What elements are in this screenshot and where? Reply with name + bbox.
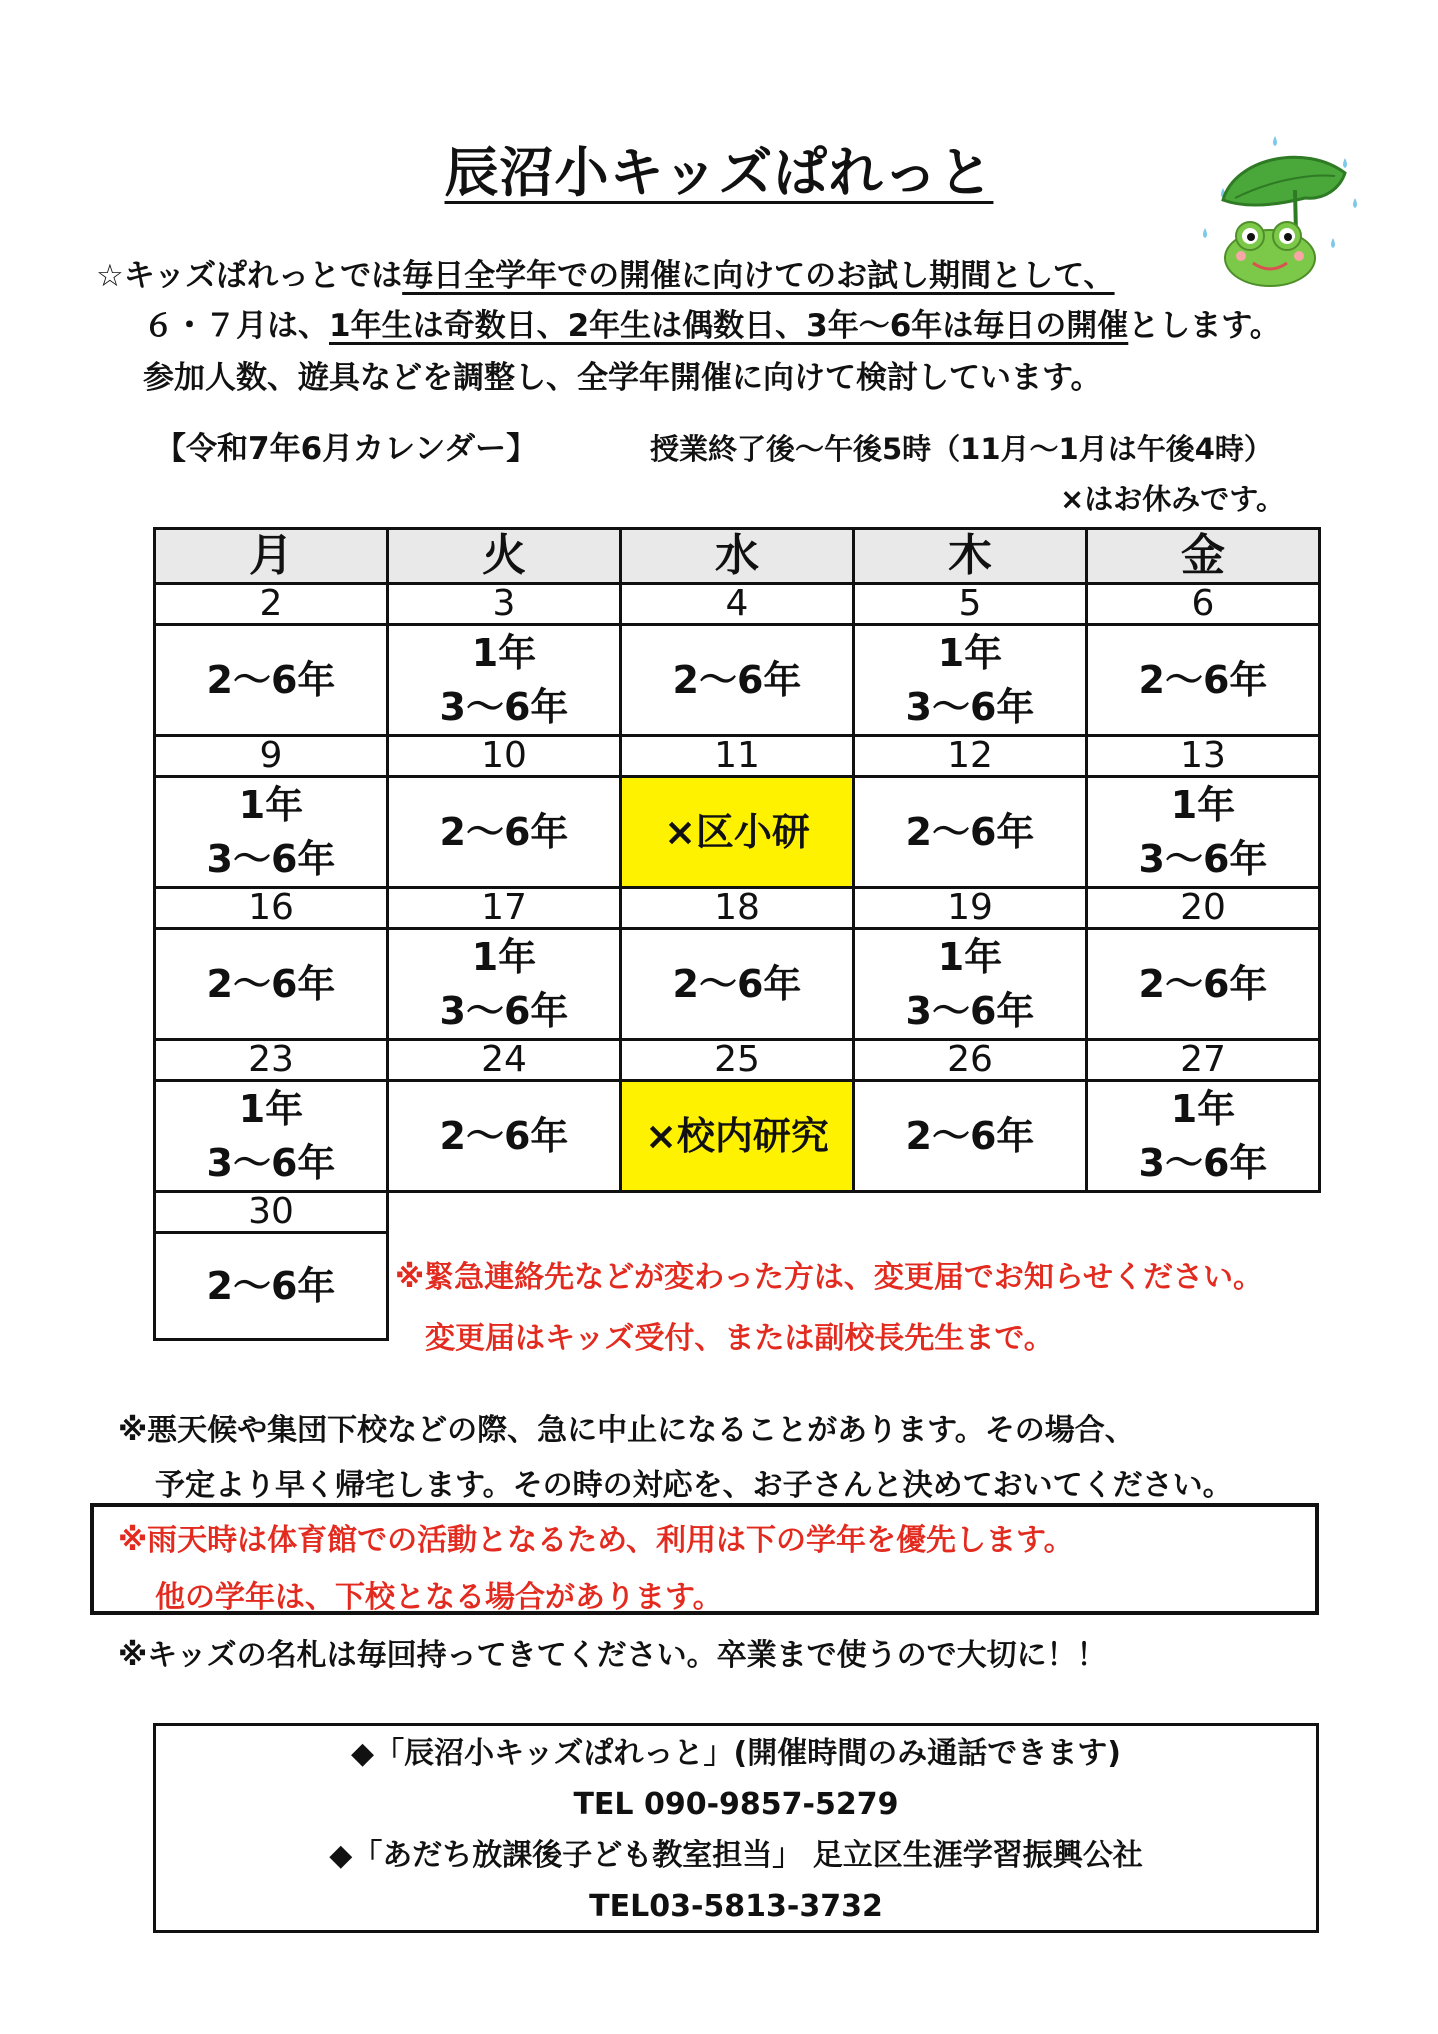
emergency-notice-line-2: 変更届はキッズ受付、または副校長先生まで。 <box>425 1321 1054 1356</box>
date-number: 26 <box>854 1040 1087 1081</box>
rain-notice-line-2: 他の学年は、下校となる場合があります。 <box>155 1580 723 1615</box>
entry-row <box>155 777 1320 888</box>
date-number: 3 <box>388 584 621 625</box>
intro-line-1 <box>96 250 1115 295</box>
day-schedule-cell <box>155 929 388 1040</box>
date-row <box>155 1192 1320 1233</box>
schedule-text: 3～6年 <box>905 989 1035 1033</box>
schedule-text: 2～6年 <box>905 1114 1035 1158</box>
date-number: 6 <box>1087 584 1320 625</box>
day-schedule-cell <box>1087 929 1320 1040</box>
schedule-text: 2～6年 <box>206 962 336 1006</box>
schedule-text: 2～6年 <box>672 658 802 702</box>
date-number: 25 <box>621 1040 854 1081</box>
empty-cell <box>1087 1192 1320 1233</box>
date-number: 12 <box>854 736 1087 777</box>
weekday-header: 火 <box>388 529 621 584</box>
schedule-text: 3～6年 <box>905 685 1035 729</box>
day-schedule-cell <box>854 777 1087 888</box>
frog-umbrella-illustration <box>1195 128 1365 288</box>
day-schedule-cell <box>388 929 621 1040</box>
weekday-header: 月 <box>155 529 388 584</box>
weather-note-line-1: ※悪天候や集団下校などの際、急に中止になることがあります。その場合、 <box>118 1413 1135 1448</box>
contact-phone-2: TEL03-5813-3732 <box>589 1889 883 1924</box>
schedule-text: 3～6年 <box>1138 837 1268 881</box>
contact-line-2: ◆「あだち放課後子ども教室担当」 足立区生涯学習振興公社 <box>329 1838 1143 1873</box>
schedule-text: 1年 <box>471 631 537 675</box>
date-number: 16 <box>155 888 388 929</box>
intro-line-2 <box>143 300 1281 345</box>
emergency-notice-line-1: ※緊急連絡先などが変わった方は、変更届でお知らせください。 <box>395 1260 1263 1295</box>
closed-note: ×はお休みです。 <box>1060 482 1285 516</box>
day-schedule-cell <box>854 1081 1087 1192</box>
calendar-table <box>153 527 1321 1341</box>
date-number: 4 <box>621 584 854 625</box>
date-number: 13 <box>1087 736 1320 777</box>
entry-row <box>155 1081 1320 1192</box>
schedule-text: 2～6年 <box>1138 962 1268 1006</box>
schedule-text: 2～6年 <box>206 1264 336 1308</box>
empty-cell <box>854 1192 1087 1233</box>
schedule-text: 2～6年 <box>439 1114 569 1158</box>
date-number: 10 <box>388 736 621 777</box>
weekday-header-row <box>155 529 1320 584</box>
empty-cell <box>621 1192 854 1233</box>
schedule-text: 2～6年 <box>206 658 336 702</box>
schedule-text: 3～6年 <box>1138 1141 1268 1185</box>
day-schedule-cell <box>388 1081 621 1192</box>
rain-notice-line-1: ※雨天時は体育館での活動となるため、利用は下の学年を優先します。 <box>118 1523 1074 1558</box>
date-number: 24 <box>388 1040 621 1081</box>
day-schedule-cell <box>854 625 1087 736</box>
date-number: 9 <box>155 736 388 777</box>
contact-phone-1: TEL 090-9857-5279 <box>573 1787 899 1822</box>
schedule-text: 2～6年 <box>439 810 569 854</box>
day-schedule-cell <box>155 777 388 888</box>
day-schedule-cell <box>621 625 854 736</box>
day-schedule-cell <box>388 625 621 736</box>
date-row <box>155 1040 1320 1081</box>
hours-text: 授業終了後～午後5時（11月～1月は午後4時） <box>650 432 1273 466</box>
schedule-text: 3～6年 <box>206 837 336 881</box>
day-schedule-cell <box>1087 625 1320 736</box>
schedule-text: 1年 <box>471 935 537 979</box>
weekday-header: 金 <box>1087 529 1320 584</box>
date-number: 20 <box>1087 888 1320 929</box>
intro-line-3: 参加人数、遊具などを調整し、全学年開催に向けて検討しています。 <box>143 360 1102 396</box>
day-schedule-cell <box>155 625 388 736</box>
schedule-text: ×校内研究 <box>645 1114 829 1158</box>
calendar-heading: 【令和7年6月カレンダー】 <box>155 431 538 467</box>
date-number: 23 <box>155 1040 388 1081</box>
schedule-text: 3～6年 <box>206 1141 336 1185</box>
schedule-text: 1年 <box>937 631 1003 675</box>
intro-line-2-prefix: ６・７月は、 <box>143 308 329 344</box>
schedule-text: 1年 <box>238 1087 304 1131</box>
date-row <box>155 888 1320 929</box>
date-row <box>155 736 1320 777</box>
empty-cell <box>388 1192 621 1233</box>
schedule-text: 1年 <box>937 935 1003 979</box>
day-schedule-cell <box>621 1081 854 1192</box>
weather-note-line-2: 予定より早く帰宅します。その時の対応を、お子さんと決めておいてください。 <box>155 1468 1233 1503</box>
schedule-text: ×区小研 <box>664 810 810 854</box>
intro-line-1-underlined: 毎日全学年での開催に向けてのお試し期間として、 <box>402 258 1115 294</box>
page-title: 辰沼小キッズぱれっと <box>444 141 994 204</box>
day-schedule-cell <box>621 929 854 1040</box>
date-number: 5 <box>854 584 1087 625</box>
day-schedule-cell <box>155 1081 388 1192</box>
intro-line-2-suffix: とします。 <box>1128 308 1281 344</box>
day-schedule-cell <box>621 777 854 888</box>
date-number: 19 <box>854 888 1087 929</box>
date-number: 11 <box>621 736 854 777</box>
date-number: 27 <box>1087 1040 1320 1081</box>
schedule-text: 1年 <box>238 783 304 827</box>
day-schedule-cell <box>1087 777 1320 888</box>
contact-box <box>153 1723 1319 1933</box>
schedule-text: 1年 <box>1170 783 1236 827</box>
day-schedule-cell <box>388 777 621 888</box>
schedule-text: 2～6年 <box>905 810 1035 854</box>
weekday-header: 水 <box>621 529 854 584</box>
schedule-text: 2～6年 <box>1138 658 1268 702</box>
schedule-text: 3～6年 <box>439 989 569 1033</box>
date-number: 2 <box>155 584 388 625</box>
weekday-header: 木 <box>854 529 1087 584</box>
date-number: 17 <box>388 888 621 929</box>
day-schedule-cell <box>854 929 1087 1040</box>
date-row <box>155 584 1320 625</box>
nametag-note: ※キッズの名札は毎回持ってきてください。卒業まで使うので大切に！！ <box>118 1638 1107 1673</box>
contact-line-1: ◆「辰沼小キッズぱれっと」(開催時間のみ通話できます) <box>351 1736 1121 1771</box>
entry-row <box>155 625 1320 736</box>
day-schedule-cell <box>155 1233 388 1340</box>
schedule-text: 3～6年 <box>439 685 569 729</box>
intro-line-1-prefix: ☆キッズぱれっとでは <box>96 258 403 294</box>
date-number: 30 <box>155 1192 388 1233</box>
entry-row <box>155 929 1320 1040</box>
date-number: 18 <box>621 888 854 929</box>
schedule-text: 2～6年 <box>672 962 802 1006</box>
day-schedule-cell <box>1087 1081 1320 1192</box>
intro-line-2-underlined: 1年生は奇数日、2年生は偶数日、3年～6年は毎日の開催 <box>329 308 1129 344</box>
schedule-text: 1年 <box>1170 1087 1236 1131</box>
